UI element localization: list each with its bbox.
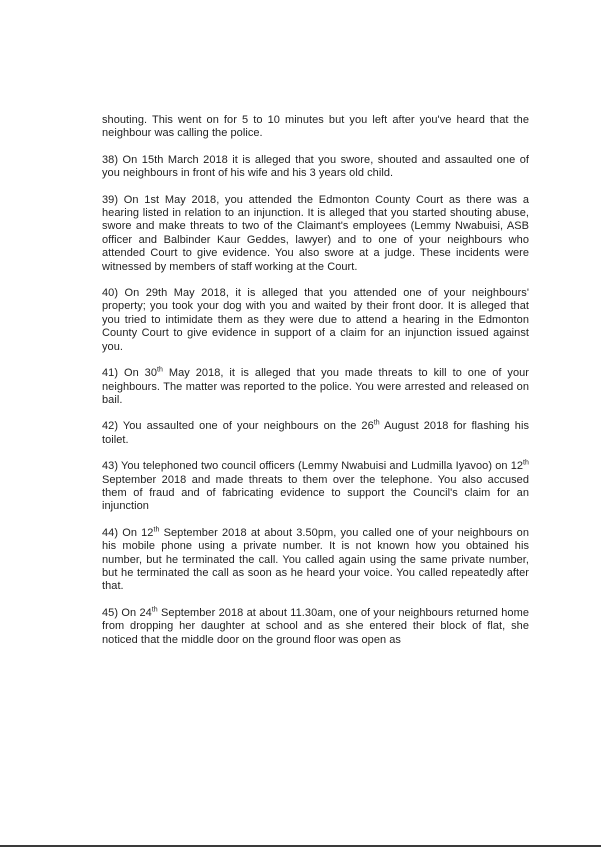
page-bottom-edge bbox=[0, 845, 601, 847]
paragraph-text: 39) On 1st May 2018, you attended the Edmonton County Court as there was a hearing listed in relation to an injunction. It is alleged that you started shouting abuse, swore and make threats to two of the Claimant's employees (Lemmy Nwabuisi, ASB officer and Balbinder Kaur Geddes, lawyer) and to one of your neighbours who attended Court to give evidence. You also swore at a judge. These incidents were witnessed by members of staff working at the Court. bbox=[102, 193, 529, 273]
paragraph-text: September 2018 at about 3.50pm, you called one of your neighbours on his mobile phone using a private number. It is not known how you obtained his number, but he terminated the call. You called again using the same private number, but he terminated the call as soon as he heard your voice. You called repeatedly after that. bbox=[102, 526, 529, 593]
paragraph bbox=[102, 420, 529, 447]
paragraph-text: 40) On 29th May 2018, it is alleged that you attended one of your neighbours' property; you took your dog with you and waited by their front door. It is alleged that you tried to intimidate them as they were due to attend a hearing in the Edmonton County Court to give evidence in support of a claim for an injunction issued against you. bbox=[102, 287, 529, 353]
paragraph bbox=[102, 367, 529, 407]
paragraph-text: August 2018 for flashing his toilet. bbox=[102, 420, 529, 446]
paragraph-text: shouting. This went on for 5 to 10 minutes but you left after you've heard that the neighbour was calling the police. bbox=[102, 114, 529, 140]
paragraph-text: 41) On 30 bbox=[102, 367, 157, 380]
paragraph bbox=[102, 114, 529, 141]
ordinal-superscript: th bbox=[523, 459, 529, 467]
paragraph-text: September 2018 at about 11.30am, one of your neighbours returned home from dropping her daughter at school and as she entered their block of flat, she noticed that the middle door on the ground floor was open as bbox=[102, 606, 529, 646]
paragraph bbox=[102, 527, 529, 594]
ordinal-superscript: th bbox=[373, 419, 380, 427]
paragraph bbox=[102, 460, 529, 514]
paragraph-text: May 2018, it is alleged that you made threats to kill to one of your neighbours. The matter was reported to the police. You were arrested and released on bail. bbox=[102, 367, 529, 406]
paragraph bbox=[102, 194, 529, 274]
paragraph-text: 38) On 15th March 2018 it is alleged that you swore, shouted and assaulted one of you neighbours in front of his wife and his 3 years old child. bbox=[102, 153, 529, 180]
paragraph bbox=[102, 287, 529, 354]
ordinal-superscript: th bbox=[153, 526, 160, 534]
paragraph-text: 42) You assaulted one of your neighbours on the 26 bbox=[102, 420, 374, 433]
paragraph-text: 44) On 12 bbox=[102, 526, 154, 539]
ordinal-superscript: th bbox=[151, 606, 158, 614]
document-body bbox=[102, 114, 529, 647]
paragraph-text: 43) You telephoned two council officers (Lemmy Nwabuisi and Ludmilla Iyavoo) on 12 bbox=[102, 460, 524, 473]
paragraph bbox=[102, 607, 529, 647]
paragraph bbox=[102, 154, 529, 181]
paragraph-text: 45) On 24 bbox=[102, 606, 152, 619]
ordinal-superscript: th bbox=[157, 366, 163, 374]
paragraph-text: September 2018 and made threats to them over the telephone. You also accused them of fraud and of fabricating evidence to support the Council's claim for an injunction bbox=[102, 473, 529, 513]
